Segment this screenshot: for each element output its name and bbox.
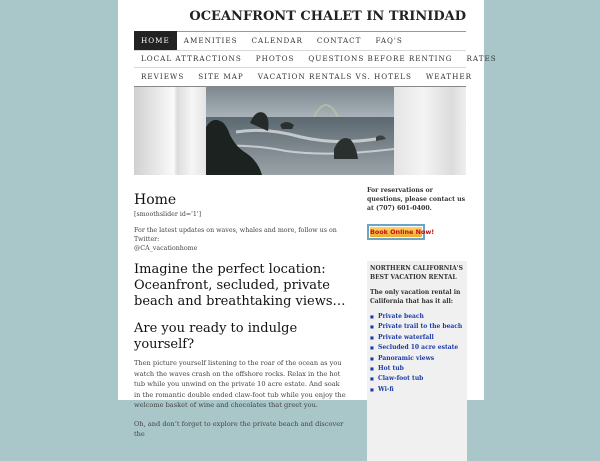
second-paragraph: Oh, and don’t forget to explore the private beach and discover the [134, 419, 344, 438]
sidebar [367, 186, 467, 461]
book-online-button[interactable] [367, 224, 435, 240]
headline: Imagine the perfect location: Oceanfront, secluded, private beach and breathtaking views… [134, 262, 346, 309]
feature-item[interactable]: ■ Hot tub [370, 364, 464, 374]
header-right-panel [394, 87, 466, 175]
book-online-label: Book Online Now! [370, 228, 435, 236]
nav-home[interactable]: HOME [134, 31, 177, 50]
nav-local-attractions[interactable]: LOCAL ATTRACTIONS [141, 54, 242, 63]
nav-row-2 [134, 49, 497, 68]
slider-shortcode: [smoothslider id='1'] [134, 211, 202, 218]
main-content [134, 192, 348, 440]
nav-calendar[interactable]: CALENDAR [251, 36, 303, 45]
nav-rates[interactable]: RATES [466, 54, 497, 63]
nav-questions-before-renting[interactable]: QUESTIONS BEFORE RENTING [308, 54, 453, 63]
page-title: Home [134, 192, 177, 208]
features-list [370, 312, 464, 395]
nav-row-1 [134, 31, 466, 50]
twitter-note [134, 226, 348, 253]
sky [206, 87, 394, 117]
page [118, 0, 497, 438]
intro-paragraph: Then picture yourself listening to the roar of the ocean as you watch the waves crash on the offshore rocks. Relax in the hot tub while you unwind on the private 10 acre estate. And soak in the romantic double ended claw-foot tub while you enjoy the welcome basket of wine and chocolates that greet you. [134, 359, 346, 409]
twitter-handle[interactable]: @CA_vacationhome [134, 245, 198, 252]
feature-item[interactable]: ■ Secluded 10 acre estate [370, 343, 464, 353]
site-title[interactable]: OCEANFRONT CHALET IN TRINIDAD [189, 9, 466, 24]
header-left-panel [134, 87, 206, 175]
ocean-photo [206, 87, 394, 175]
feature-item[interactable]: ■ Private beach [370, 312, 464, 322]
twitter-text: For the latest updates on waves, whales and more, follow us on Twitter: [134, 227, 337, 243]
nav-row-3 [134, 67, 473, 86]
header-image [134, 86, 466, 174]
feature-item[interactable]: ■ Wi-fi [370, 385, 464, 395]
feature-item[interactable]: ■ Claw-foot tub [370, 374, 464, 384]
features-heading: NORTHERN CALIFORNIA'S BEST VACATION RENTAL [370, 265, 463, 281]
nav-amenities[interactable]: AMENITIES [183, 36, 238, 45]
nav-photos[interactable]: PHOTOS [255, 54, 295, 63]
feature-item[interactable]: ■ Private trail to the beach [370, 322, 464, 332]
nav-faqs[interactable]: FAQ'S [375, 36, 403, 45]
nav-site-map[interactable]: SITE MAP [198, 72, 244, 81]
nav-contact[interactable]: CONTACT [316, 36, 362, 45]
nav-vacation-rentals-vs-hotels[interactable]: VACATION RENTALS VS. HOTELS [257, 72, 412, 81]
nav-reviews[interactable]: REVIEWS [141, 72, 185, 81]
subheadline: Are you ready to indulge yourself? [134, 321, 298, 352]
feature-item[interactable]: ■ Private waterfall [370, 333, 464, 343]
features-box [367, 261, 467, 461]
feature-item[interactable]: ■ Panoramic views [370, 354, 464, 364]
reservation-contact: For reservations or questions, please contact us at (707) 601-0400. [367, 187, 466, 212]
features-subheading: The only vacation rental in California that has it all: [370, 289, 461, 305]
nav-weather[interactable]: WEATHER [425, 72, 473, 81]
